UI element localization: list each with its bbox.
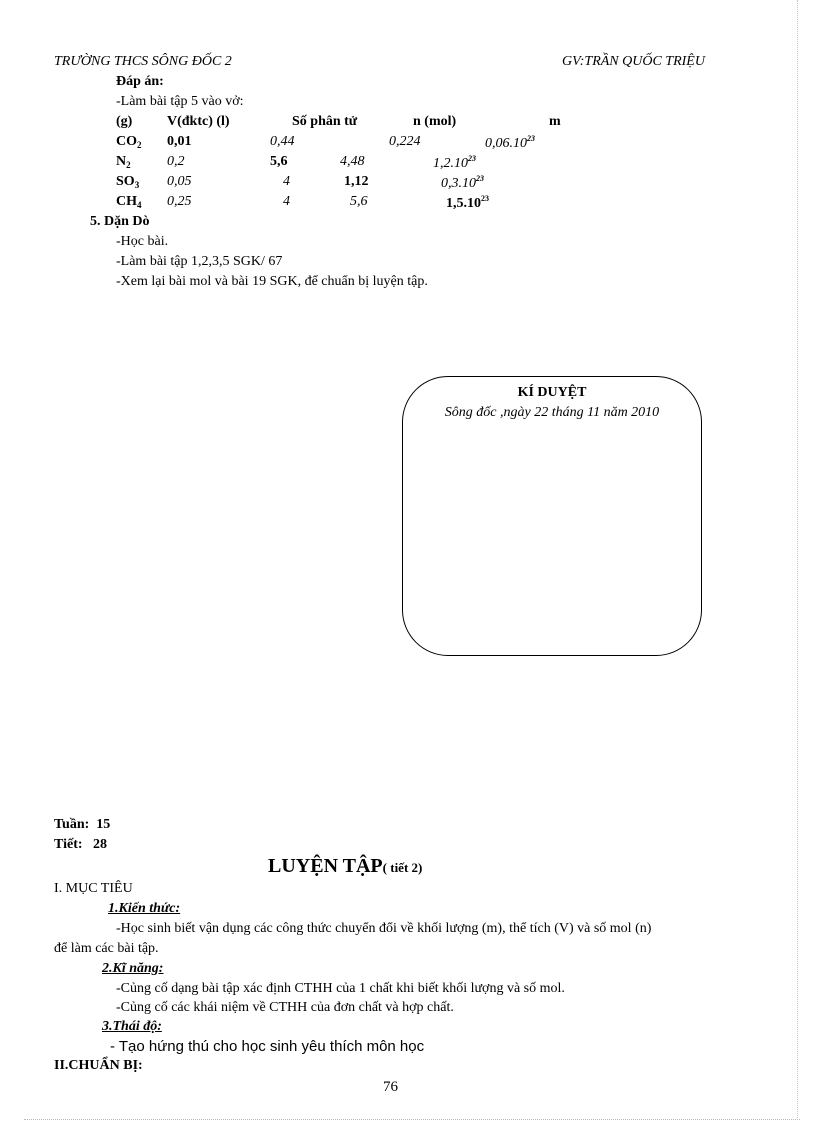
table-cell: 1,12 [344, 174, 369, 189]
table-row-formula: $SO_3$ [116, 174, 140, 190]
homework-item: -Học bài. [116, 234, 169, 249]
homework-heading: 5. Dặn Dò [90, 214, 150, 229]
attitude-label: 3.Thái độ: [102, 1019, 162, 1034]
table-cell: 0,01 [167, 134, 192, 149]
knowledge-label: 1.Kiến thức: [108, 901, 181, 916]
period-info: Tiết: 28 [54, 837, 108, 852]
skills-label: 2.Kĩ năng: [102, 961, 164, 976]
table-header-volume: V(đktc) (l) [167, 114, 230, 129]
page-border-right [797, 0, 798, 1120]
table-cell: 0,44 [270, 134, 295, 149]
page-border-bottom [24, 1119, 800, 1120]
table-cell: 1,5.10$^{23}$ [446, 194, 489, 211]
table-cell: 4,48 [340, 154, 365, 169]
objectives-heading: I. MỤC TIÊU [54, 881, 133, 896]
approval-place-date: Sông đốc ,ngày 22 tháng 11 năm 2010 [444, 405, 660, 420]
teacher-name: GV:TRẦN QUỐC TRIỆU [562, 54, 705, 69]
table-cell: 1,2.10$^{23}$ [433, 154, 476, 171]
table-cell: 0,2 [167, 154, 185, 169]
page-title: LUYỆN TẬP( tiết 2) [268, 855, 423, 877]
week-info: Tuần: 15 [54, 817, 111, 832]
table-header-mol: n (mol) [413, 114, 457, 129]
knowledge-text: -Học sinh biết vận dụng các công thức chuyển đổi về khối lượng (m), thể tích (V) và số mol (n) [116, 921, 652, 936]
table-header-mass: m [549, 114, 561, 129]
approval-title: KÍ DUYỆT [517, 385, 587, 400]
answer-heading: Đáp án: [116, 74, 164, 89]
table-cell: 0,224 [389, 134, 421, 149]
preparation-heading: II.CHUẨN BỊ: [54, 1058, 143, 1073]
table-cell: 0,06.10$^{23}$ [485, 134, 535, 151]
attitude-item: - Tạo hứng thú cho học sinh yêu thích môn học [110, 1038, 425, 1055]
table-cell: 0,25 [167, 194, 192, 209]
table-row-formula: $CH_4$ [116, 194, 142, 210]
homework-item: -Làm bài tập 1,2,3,5 SGK/ 67 [116, 254, 283, 269]
knowledge-text-cont: để làm các bài tập. [54, 941, 159, 956]
table-cell: 0,05 [167, 174, 192, 189]
approval-box [402, 376, 702, 656]
table-row-formula: $N_2$ [116, 154, 131, 170]
table-cell: 5,6 [350, 194, 368, 209]
table-row-formula: $CO_2$ [116, 134, 142, 150]
answer-instruction: -Làm bài tập 5 vào vở: [116, 94, 244, 109]
table-header-molecules: Số phân tử [292, 114, 358, 129]
table-cell: 4 [283, 174, 290, 189]
table-cell: 0,3.10$^{23}$ [441, 174, 484, 191]
homework-item: -Xem lại bài mol và bài 19 SGK, để chuẩn bị luyện tập. [116, 274, 428, 289]
skills-item: -Củng cố các khái niệm về CTHH của đơn chất và hợp chất. [116, 1000, 454, 1015]
page-number: 76 [383, 1079, 398, 1095]
school-name: TRƯỜNG THCS SÔNG ĐỐC 2 [54, 54, 232, 69]
table-header-g: (g) [116, 114, 133, 129]
skills-item: -Củng cố dạng bài tập xác định CTHH của 1 chất khi biết khối lượng và số mol. [116, 981, 565, 996]
table-cell: 5,6 [270, 154, 288, 169]
table-cell: 4 [283, 194, 290, 209]
